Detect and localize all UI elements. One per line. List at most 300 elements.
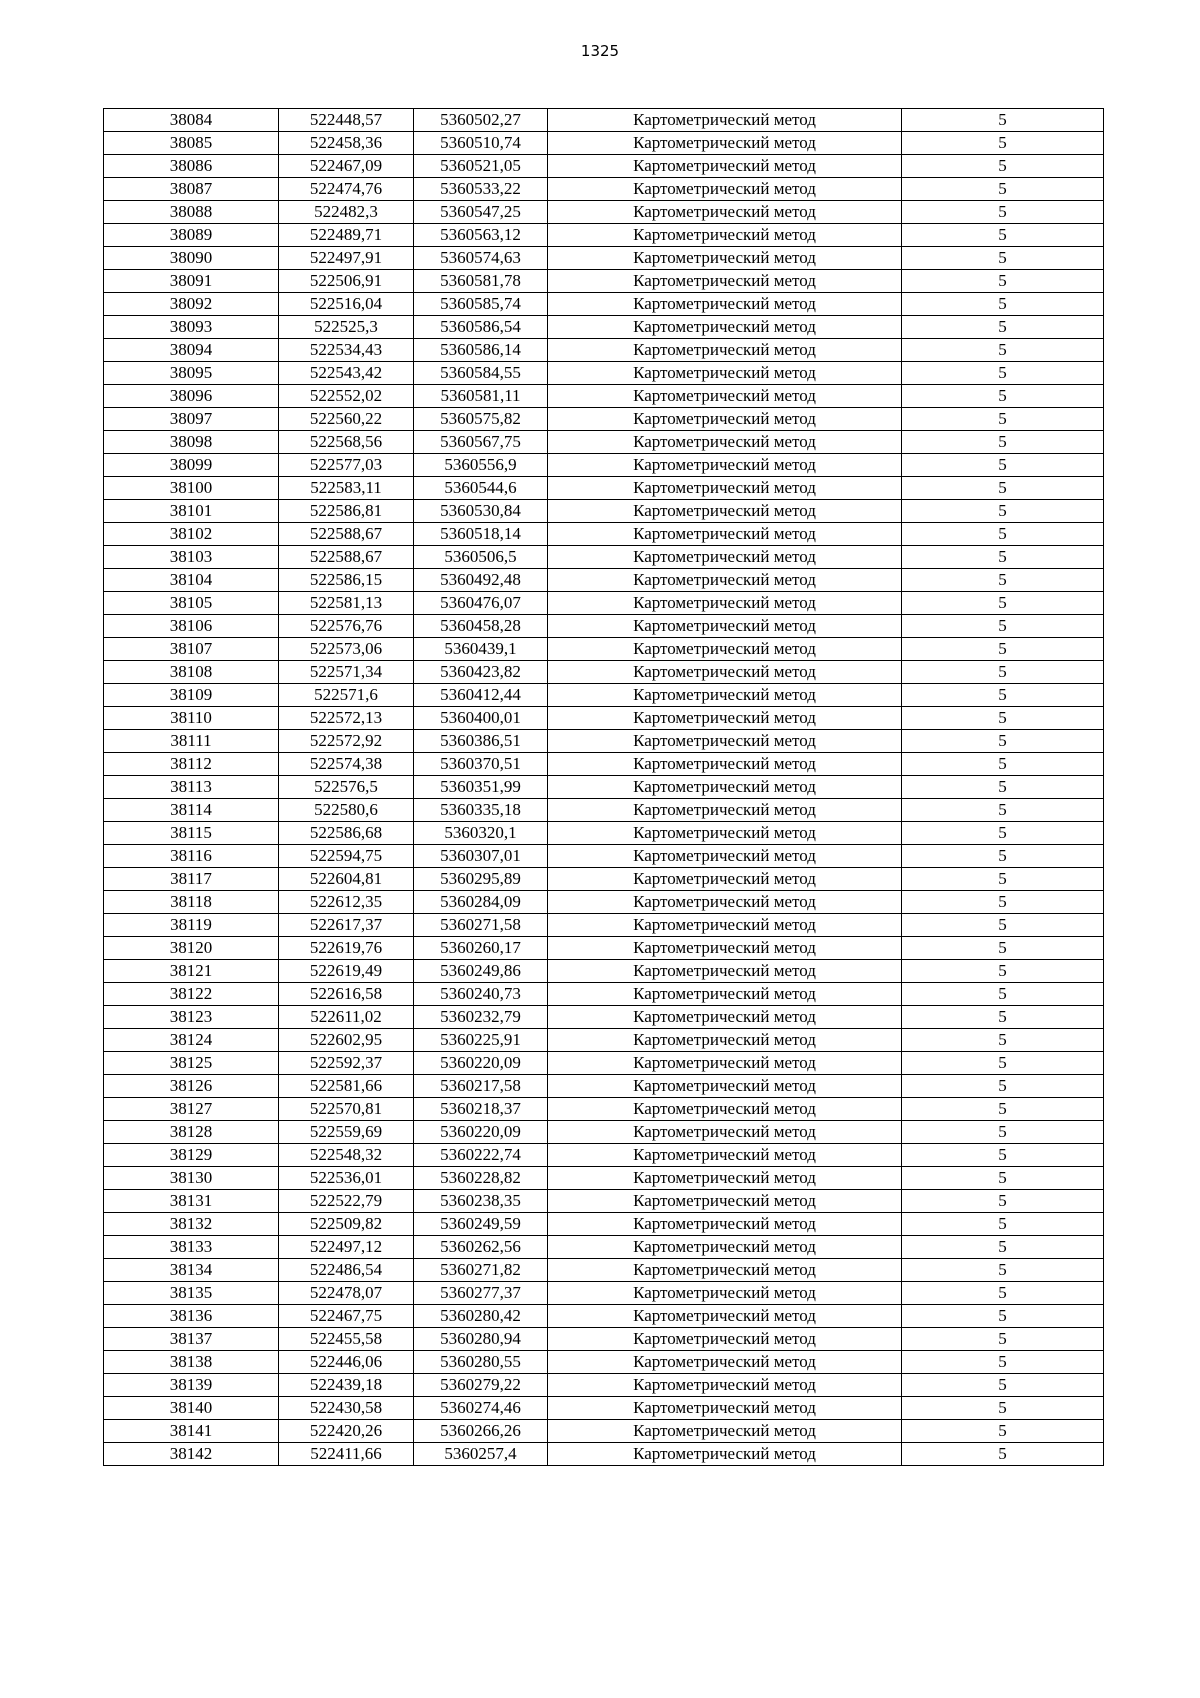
accuracy-cell: 5 bbox=[902, 523, 1104, 546]
method-cell: Картометрический метод bbox=[548, 868, 902, 891]
x-coordinate-cell: 522516,04 bbox=[279, 293, 414, 316]
x-coordinate-cell: 522581,66 bbox=[279, 1075, 414, 1098]
y-coordinate-cell: 5360586,54 bbox=[414, 316, 548, 339]
point-number-cell: 38142 bbox=[104, 1443, 279, 1466]
point-number-cell: 38102 bbox=[104, 523, 279, 546]
method-cell: Картометрический метод bbox=[548, 270, 902, 293]
table-row bbox=[104, 914, 1104, 937]
x-coordinate-cell: 522474,76 bbox=[279, 178, 414, 201]
y-coordinate-cell: 5360439,1 bbox=[414, 638, 548, 661]
table-row bbox=[104, 132, 1104, 155]
point-number-cell: 38098 bbox=[104, 431, 279, 454]
point-number-cell: 38114 bbox=[104, 799, 279, 822]
x-coordinate-cell: 522580,6 bbox=[279, 799, 414, 822]
accuracy-cell: 5 bbox=[902, 1236, 1104, 1259]
point-number-cell: 38124 bbox=[104, 1029, 279, 1052]
point-number-cell: 38097 bbox=[104, 408, 279, 431]
method-cell: Картометрический метод bbox=[548, 1259, 902, 1282]
accuracy-cell: 5 bbox=[902, 1121, 1104, 1144]
point-number-cell: 38105 bbox=[104, 592, 279, 615]
accuracy-cell: 5 bbox=[902, 1213, 1104, 1236]
table-row bbox=[104, 845, 1104, 868]
x-coordinate-cell: 522509,82 bbox=[279, 1213, 414, 1236]
accuracy-cell: 5 bbox=[902, 546, 1104, 569]
x-coordinate-cell: 522612,35 bbox=[279, 891, 414, 914]
point-number-cell: 38132 bbox=[104, 1213, 279, 1236]
y-coordinate-cell: 5360225,91 bbox=[414, 1029, 548, 1052]
table-row bbox=[104, 1075, 1104, 1098]
x-coordinate-cell: 522458,36 bbox=[279, 132, 414, 155]
table-row bbox=[104, 891, 1104, 914]
table-row bbox=[104, 385, 1104, 408]
y-coordinate-cell: 5360238,35 bbox=[414, 1190, 548, 1213]
point-number-cell: 38138 bbox=[104, 1351, 279, 1374]
point-number-cell: 38136 bbox=[104, 1305, 279, 1328]
point-number-cell: 38113 bbox=[104, 776, 279, 799]
x-coordinate-cell: 522581,13 bbox=[279, 592, 414, 615]
method-cell: Картометрический метод bbox=[548, 1190, 902, 1213]
coordinates-table bbox=[103, 108, 1104, 1466]
table-row bbox=[104, 592, 1104, 615]
y-coordinate-cell: 5360217,58 bbox=[414, 1075, 548, 1098]
point-number-cell: 38121 bbox=[104, 960, 279, 983]
method-cell: Картометрический метод bbox=[548, 247, 902, 270]
y-coordinate-cell: 5360260,17 bbox=[414, 937, 548, 960]
method-cell: Картометрический метод bbox=[548, 109, 902, 132]
y-coordinate-cell: 5360222,74 bbox=[414, 1144, 548, 1167]
x-coordinate-cell: 522525,3 bbox=[279, 316, 414, 339]
x-coordinate-cell: 522611,02 bbox=[279, 1006, 414, 1029]
x-coordinate-cell: 522522,79 bbox=[279, 1190, 414, 1213]
table-row bbox=[104, 155, 1104, 178]
table-row bbox=[104, 431, 1104, 454]
accuracy-cell: 5 bbox=[902, 891, 1104, 914]
accuracy-cell: 5 bbox=[902, 1328, 1104, 1351]
point-number-cell: 38120 bbox=[104, 937, 279, 960]
x-coordinate-cell: 522489,71 bbox=[279, 224, 414, 247]
point-number-cell: 38134 bbox=[104, 1259, 279, 1282]
method-cell: Картометрический метод bbox=[548, 293, 902, 316]
method-cell: Картометрический метод bbox=[548, 431, 902, 454]
accuracy-cell: 5 bbox=[902, 822, 1104, 845]
x-coordinate-cell: 522572,92 bbox=[279, 730, 414, 753]
point-number-cell: 38122 bbox=[104, 983, 279, 1006]
y-coordinate-cell: 5360585,74 bbox=[414, 293, 548, 316]
table-row bbox=[104, 523, 1104, 546]
table-row bbox=[104, 753, 1104, 776]
accuracy-cell: 5 bbox=[902, 845, 1104, 868]
table-row bbox=[104, 868, 1104, 891]
method-cell: Картометрический метод bbox=[548, 1443, 902, 1466]
table-row bbox=[104, 1236, 1104, 1259]
method-cell: Картометрический метод bbox=[548, 1282, 902, 1305]
x-coordinate-cell: 522420,26 bbox=[279, 1420, 414, 1443]
accuracy-cell: 5 bbox=[902, 454, 1104, 477]
y-coordinate-cell: 5360556,9 bbox=[414, 454, 548, 477]
point-number-cell: 38111 bbox=[104, 730, 279, 753]
table-row bbox=[104, 1420, 1104, 1443]
y-coordinate-cell: 5360249,86 bbox=[414, 960, 548, 983]
accuracy-cell: 5 bbox=[902, 730, 1104, 753]
method-cell: Картометрический метод bbox=[548, 960, 902, 983]
y-coordinate-cell: 5360567,75 bbox=[414, 431, 548, 454]
accuracy-cell: 5 bbox=[902, 155, 1104, 178]
method-cell: Картометрический метод bbox=[548, 914, 902, 937]
x-coordinate-cell: 522586,68 bbox=[279, 822, 414, 845]
y-coordinate-cell: 5360240,73 bbox=[414, 983, 548, 1006]
accuracy-cell: 5 bbox=[902, 1075, 1104, 1098]
accuracy-cell: 5 bbox=[902, 293, 1104, 316]
x-coordinate-cell: 522543,42 bbox=[279, 362, 414, 385]
method-cell: Картометрический метод bbox=[548, 477, 902, 500]
method-cell: Картометрический метод bbox=[548, 845, 902, 868]
x-coordinate-cell: 522577,03 bbox=[279, 454, 414, 477]
method-cell: Картометрический метод bbox=[548, 1144, 902, 1167]
accuracy-cell: 5 bbox=[902, 385, 1104, 408]
accuracy-cell: 5 bbox=[902, 1420, 1104, 1443]
x-coordinate-cell: 522619,76 bbox=[279, 937, 414, 960]
table-row bbox=[104, 408, 1104, 431]
accuracy-cell: 5 bbox=[902, 132, 1104, 155]
table-row bbox=[104, 1305, 1104, 1328]
y-coordinate-cell: 5360575,82 bbox=[414, 408, 548, 431]
point-number-cell: 38118 bbox=[104, 891, 279, 914]
method-cell: Картометрический метод bbox=[548, 1328, 902, 1351]
method-cell: Картометрический метод bbox=[548, 1098, 902, 1121]
table-row bbox=[104, 1374, 1104, 1397]
page-number: 1325 bbox=[580, 42, 620, 60]
y-coordinate-cell: 5360320,1 bbox=[414, 822, 548, 845]
method-cell: Картометрический метод bbox=[548, 1374, 902, 1397]
point-number-cell: 38137 bbox=[104, 1328, 279, 1351]
accuracy-cell: 5 bbox=[902, 592, 1104, 615]
x-coordinate-cell: 522560,22 bbox=[279, 408, 414, 431]
method-cell: Картометрический метод bbox=[548, 638, 902, 661]
method-cell: Картометрический метод bbox=[548, 753, 902, 776]
accuracy-cell: 5 bbox=[902, 1305, 1104, 1328]
point-number-cell: 38130 bbox=[104, 1167, 279, 1190]
table-row bbox=[104, 776, 1104, 799]
y-coordinate-cell: 5360492,48 bbox=[414, 569, 548, 592]
table-row bbox=[104, 684, 1104, 707]
point-number-cell: 38087 bbox=[104, 178, 279, 201]
point-number-cell: 38125 bbox=[104, 1052, 279, 1075]
x-coordinate-cell: 522592,37 bbox=[279, 1052, 414, 1075]
accuracy-cell: 5 bbox=[902, 224, 1104, 247]
x-coordinate-cell: 522536,01 bbox=[279, 1167, 414, 1190]
coordinates-table-body bbox=[104, 109, 1104, 1466]
y-coordinate-cell: 5360271,82 bbox=[414, 1259, 548, 1282]
x-coordinate-cell: 522486,54 bbox=[279, 1259, 414, 1282]
y-coordinate-cell: 5360518,14 bbox=[414, 523, 548, 546]
y-coordinate-cell: 5360563,12 bbox=[414, 224, 548, 247]
point-number-cell: 38089 bbox=[104, 224, 279, 247]
point-number-cell: 38135 bbox=[104, 1282, 279, 1305]
table-row bbox=[104, 1351, 1104, 1374]
table-row bbox=[104, 500, 1104, 523]
method-cell: Картометрический метод bbox=[548, 730, 902, 753]
y-coordinate-cell: 5360506,5 bbox=[414, 546, 548, 569]
table-row bbox=[104, 454, 1104, 477]
y-coordinate-cell: 5360280,94 bbox=[414, 1328, 548, 1351]
y-coordinate-cell: 5360510,74 bbox=[414, 132, 548, 155]
method-cell: Картометрический метод bbox=[548, 1213, 902, 1236]
accuracy-cell: 5 bbox=[902, 684, 1104, 707]
point-number-cell: 38141 bbox=[104, 1420, 279, 1443]
accuracy-cell: 5 bbox=[902, 638, 1104, 661]
y-coordinate-cell: 5360249,59 bbox=[414, 1213, 548, 1236]
method-cell: Картометрический метод bbox=[548, 822, 902, 845]
method-cell: Картометрический метод bbox=[548, 983, 902, 1006]
table-row bbox=[104, 983, 1104, 1006]
table-row bbox=[104, 1121, 1104, 1144]
accuracy-cell: 5 bbox=[902, 1006, 1104, 1029]
table-row bbox=[104, 1006, 1104, 1029]
y-coordinate-cell: 5360370,51 bbox=[414, 753, 548, 776]
x-coordinate-cell: 522588,67 bbox=[279, 523, 414, 546]
y-coordinate-cell: 5360257,4 bbox=[414, 1443, 548, 1466]
y-coordinate-cell: 5360521,05 bbox=[414, 155, 548, 178]
x-coordinate-cell: 522482,3 bbox=[279, 201, 414, 224]
x-coordinate-cell: 522576,76 bbox=[279, 615, 414, 638]
point-number-cell: 38106 bbox=[104, 615, 279, 638]
method-cell: Картометрический метод bbox=[548, 707, 902, 730]
method-cell: Картометрический метод bbox=[548, 224, 902, 247]
y-coordinate-cell: 5360280,55 bbox=[414, 1351, 548, 1374]
point-number-cell: 38133 bbox=[104, 1236, 279, 1259]
table-row bbox=[104, 960, 1104, 983]
method-cell: Картометрический метод bbox=[548, 776, 902, 799]
method-cell: Картометрический метод bbox=[548, 132, 902, 155]
accuracy-cell: 5 bbox=[902, 753, 1104, 776]
accuracy-cell: 5 bbox=[902, 1167, 1104, 1190]
y-coordinate-cell: 5360228,82 bbox=[414, 1167, 548, 1190]
table-row bbox=[104, 339, 1104, 362]
method-cell: Картометрический метод bbox=[548, 385, 902, 408]
table-row bbox=[104, 1397, 1104, 1420]
point-number-cell: 38140 bbox=[104, 1397, 279, 1420]
x-coordinate-cell: 522573,06 bbox=[279, 638, 414, 661]
x-coordinate-cell: 522430,58 bbox=[279, 1397, 414, 1420]
method-cell: Картометрический метод bbox=[548, 569, 902, 592]
point-number-cell: 38094 bbox=[104, 339, 279, 362]
y-coordinate-cell: 5360476,07 bbox=[414, 592, 548, 615]
point-number-cell: 38093 bbox=[104, 316, 279, 339]
table-row bbox=[104, 1213, 1104, 1236]
point-number-cell: 38086 bbox=[104, 155, 279, 178]
table-row bbox=[104, 477, 1104, 500]
method-cell: Картометрический метод bbox=[548, 1236, 902, 1259]
method-cell: Картометрический метод bbox=[548, 201, 902, 224]
method-cell: Картометрический метод bbox=[548, 1397, 902, 1420]
point-number-cell: 38091 bbox=[104, 270, 279, 293]
method-cell: Картометрический метод bbox=[548, 1121, 902, 1144]
point-number-cell: 38095 bbox=[104, 362, 279, 385]
accuracy-cell: 5 bbox=[902, 408, 1104, 431]
method-cell: Картометрический метод bbox=[548, 316, 902, 339]
point-number-cell: 38126 bbox=[104, 1075, 279, 1098]
method-cell: Картометрический метод bbox=[548, 546, 902, 569]
method-cell: Картометрический метод bbox=[548, 615, 902, 638]
x-coordinate-cell: 522571,34 bbox=[279, 661, 414, 684]
point-number-cell: 38131 bbox=[104, 1190, 279, 1213]
accuracy-cell: 5 bbox=[902, 270, 1104, 293]
accuracy-cell: 5 bbox=[902, 1098, 1104, 1121]
table-row bbox=[104, 293, 1104, 316]
accuracy-cell: 5 bbox=[902, 1282, 1104, 1305]
y-coordinate-cell: 5360274,46 bbox=[414, 1397, 548, 1420]
y-coordinate-cell: 5360262,56 bbox=[414, 1236, 548, 1259]
accuracy-cell: 5 bbox=[902, 500, 1104, 523]
x-coordinate-cell: 522576,5 bbox=[279, 776, 414, 799]
y-coordinate-cell: 5360533,22 bbox=[414, 178, 548, 201]
accuracy-cell: 5 bbox=[902, 431, 1104, 454]
point-number-cell: 38092 bbox=[104, 293, 279, 316]
point-number-cell: 38117 bbox=[104, 868, 279, 891]
accuracy-cell: 5 bbox=[902, 1374, 1104, 1397]
x-coordinate-cell: 522552,02 bbox=[279, 385, 414, 408]
y-coordinate-cell: 5360581,11 bbox=[414, 385, 548, 408]
method-cell: Картометрический метод bbox=[548, 500, 902, 523]
method-cell: Картометрический метод bbox=[548, 1167, 902, 1190]
point-number-cell: 38101 bbox=[104, 500, 279, 523]
x-coordinate-cell: 522534,43 bbox=[279, 339, 414, 362]
table-row bbox=[104, 1190, 1104, 1213]
x-coordinate-cell: 522497,91 bbox=[279, 247, 414, 270]
point-number-cell: 38116 bbox=[104, 845, 279, 868]
table-row bbox=[104, 316, 1104, 339]
y-coordinate-cell: 5360351,99 bbox=[414, 776, 548, 799]
point-number-cell: 38108 bbox=[104, 661, 279, 684]
point-number-cell: 38119 bbox=[104, 914, 279, 937]
accuracy-cell: 5 bbox=[902, 477, 1104, 500]
accuracy-cell: 5 bbox=[902, 201, 1104, 224]
method-cell: Картометрический метод bbox=[548, 1052, 902, 1075]
method-cell: Картометрический метод bbox=[548, 1029, 902, 1052]
point-number-cell: 38085 bbox=[104, 132, 279, 155]
accuracy-cell: 5 bbox=[902, 1351, 1104, 1374]
point-number-cell: 38123 bbox=[104, 1006, 279, 1029]
method-cell: Картометрический метод bbox=[548, 408, 902, 431]
method-cell: Картометрический метод bbox=[548, 1351, 902, 1374]
y-coordinate-cell: 5360280,42 bbox=[414, 1305, 548, 1328]
table-row bbox=[104, 1144, 1104, 1167]
accuracy-cell: 5 bbox=[902, 1259, 1104, 1282]
x-coordinate-cell: 522446,06 bbox=[279, 1351, 414, 1374]
point-number-cell: 38099 bbox=[104, 454, 279, 477]
x-coordinate-cell: 522571,6 bbox=[279, 684, 414, 707]
accuracy-cell: 5 bbox=[902, 661, 1104, 684]
y-coordinate-cell: 5360335,18 bbox=[414, 799, 548, 822]
accuracy-cell: 5 bbox=[902, 339, 1104, 362]
table-row bbox=[104, 799, 1104, 822]
y-coordinate-cell: 5360584,55 bbox=[414, 362, 548, 385]
table-row bbox=[104, 1443, 1104, 1466]
point-number-cell: 38127 bbox=[104, 1098, 279, 1121]
point-number-cell: 38103 bbox=[104, 546, 279, 569]
table-row bbox=[104, 1282, 1104, 1305]
point-number-cell: 38112 bbox=[104, 753, 279, 776]
table-row bbox=[104, 1328, 1104, 1351]
y-coordinate-cell: 5360547,25 bbox=[414, 201, 548, 224]
x-coordinate-cell: 522506,91 bbox=[279, 270, 414, 293]
table-row bbox=[104, 109, 1104, 132]
x-coordinate-cell: 522594,75 bbox=[279, 845, 414, 868]
x-coordinate-cell: 522583,11 bbox=[279, 477, 414, 500]
accuracy-cell: 5 bbox=[902, 983, 1104, 1006]
accuracy-cell: 5 bbox=[902, 1397, 1104, 1420]
method-cell: Картометрический метод bbox=[548, 891, 902, 914]
y-coordinate-cell: 5360400,01 bbox=[414, 707, 548, 730]
x-coordinate-cell: 522602,95 bbox=[279, 1029, 414, 1052]
method-cell: Картометрический метод bbox=[548, 1075, 902, 1098]
point-number-cell: 38100 bbox=[104, 477, 279, 500]
x-coordinate-cell: 522586,81 bbox=[279, 500, 414, 523]
point-number-cell: 38109 bbox=[104, 684, 279, 707]
point-number-cell: 38090 bbox=[104, 247, 279, 270]
x-coordinate-cell: 522586,15 bbox=[279, 569, 414, 592]
table-row bbox=[104, 224, 1104, 247]
point-number-cell: 38104 bbox=[104, 569, 279, 592]
y-coordinate-cell: 5360586,14 bbox=[414, 339, 548, 362]
accuracy-cell: 5 bbox=[902, 1029, 1104, 1052]
point-number-cell: 38110 bbox=[104, 707, 279, 730]
method-cell: Картометрический метод bbox=[548, 362, 902, 385]
y-coordinate-cell: 5360386,51 bbox=[414, 730, 548, 753]
point-number-cell: 38107 bbox=[104, 638, 279, 661]
y-coordinate-cell: 5360295,89 bbox=[414, 868, 548, 891]
method-cell: Картометрический метод bbox=[548, 523, 902, 546]
x-coordinate-cell: 522616,58 bbox=[279, 983, 414, 1006]
accuracy-cell: 5 bbox=[902, 615, 1104, 638]
y-coordinate-cell: 5360266,26 bbox=[414, 1420, 548, 1443]
x-coordinate-cell: 522497,12 bbox=[279, 1236, 414, 1259]
table-row bbox=[104, 569, 1104, 592]
method-cell: Картометрический метод bbox=[548, 178, 902, 201]
accuracy-cell: 5 bbox=[902, 960, 1104, 983]
table-row bbox=[104, 1029, 1104, 1052]
table-row bbox=[104, 1259, 1104, 1282]
method-cell: Картометрический метод bbox=[548, 592, 902, 615]
accuracy-cell: 5 bbox=[902, 776, 1104, 799]
y-coordinate-cell: 5360271,58 bbox=[414, 914, 548, 937]
y-coordinate-cell: 5360220,09 bbox=[414, 1052, 548, 1075]
accuracy-cell: 5 bbox=[902, 1052, 1104, 1075]
method-cell: Картометрический метод bbox=[548, 1305, 902, 1328]
point-number-cell: 38084 bbox=[104, 109, 279, 132]
accuracy-cell: 5 bbox=[902, 868, 1104, 891]
x-coordinate-cell: 522448,57 bbox=[279, 109, 414, 132]
x-coordinate-cell: 522439,18 bbox=[279, 1374, 414, 1397]
method-cell: Картометрический метод bbox=[548, 661, 902, 684]
table-row bbox=[104, 638, 1104, 661]
method-cell: Картометрический метод bbox=[548, 155, 902, 178]
x-coordinate-cell: 522548,32 bbox=[279, 1144, 414, 1167]
y-coordinate-cell: 5360458,28 bbox=[414, 615, 548, 638]
method-cell: Картометрический метод bbox=[548, 454, 902, 477]
table-row bbox=[104, 707, 1104, 730]
y-coordinate-cell: 5360284,09 bbox=[414, 891, 548, 914]
y-coordinate-cell: 5360581,78 bbox=[414, 270, 548, 293]
table-row bbox=[104, 937, 1104, 960]
accuracy-cell: 5 bbox=[902, 1443, 1104, 1466]
y-coordinate-cell: 5360412,44 bbox=[414, 684, 548, 707]
point-number-cell: 38096 bbox=[104, 385, 279, 408]
table-row bbox=[104, 1167, 1104, 1190]
table-row bbox=[104, 270, 1104, 293]
method-cell: Картометрический метод bbox=[548, 799, 902, 822]
point-number-cell: 38139 bbox=[104, 1374, 279, 1397]
